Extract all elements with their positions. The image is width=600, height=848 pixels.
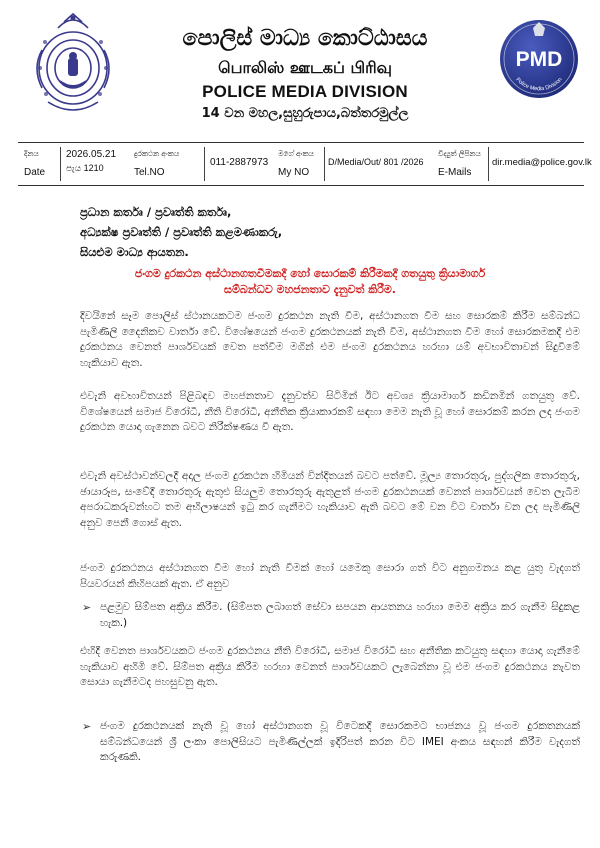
bullet-item-1 (82, 600, 580, 631)
arrow-bullet-icon: ➢ (82, 720, 92, 733)
tel-label-si: දුරකථන අංකය (134, 149, 180, 158)
date-label-si: දිනය (24, 149, 39, 158)
myno-cell (274, 143, 434, 185)
body-paragraph-4: ජංගම දුරකථනය අස්ථානගත වීම හෝ නැති වීමක් හෝ යමෙකු සොරා ගත් විට අනුගමනය කළ යුතු වැදගත් පියවරයන් කිහිපයක් ඇත. ඒ අනුව (80, 562, 580, 590)
tel-value: 011-2887973 (210, 157, 269, 168)
body-paragraph-1: දිවයිනේ සෑම පොලිස් ස්ථානයකටම ජංගම දුරකථන නැති වීම, අස්ථානගත වීම සහ සොරකම් කිරීම සම්බන්ධ පැමිණිලි දෛනිකව වාර්තා වේ. විශේෂයෙන් ජංගම දුරකථනයක් නැති වීම, අස්ථානගත වීම හෝ සොරකමකදී එම දුරකථනය වෙනත් පාර්ශවයක් වෙත පත්වීම මගින් එම ජංගම දුරකථනය හරහා යම් අවභාවිතාවන් සිදුවීමේ හැකියාව ඇත. (80, 310, 580, 369)
title-english: POLICE MEDIA DIVISION (202, 82, 408, 101)
email-value: dir.media@police.gov.lk (492, 157, 592, 168)
body-paragraph-2: එවැනි අවභාවිතයන් පිළිබඳව මහජනතාව දැනුවත්ව සිටිමින් ඊට අවශ්‍ය ක්‍රියාමාර්ග කඩිනමින් ගතයුතු වේ. විශේෂයෙන් සමාජ විරෝධී, නීති විරෝධී, අනීතික ක්‍රියාකාරකම් සඳහා මෙම නැති වූ හෝ සොරකම් කරන ලද ජංගම දුරකථන යොදා ගැනෙන බවට නිරීක්ෂණය වී ඇත. (80, 390, 580, 434)
addressee-line-3: සියළුම මාධ්‍ය ආයතන. (80, 245, 189, 259)
arrow-bullet-icon: ➢ (82, 601, 92, 614)
myno-label-si: මගේ අංකය (278, 149, 314, 158)
date-label-en: Date (24, 167, 46, 178)
addressee-line-1: ප්‍රධාන කර්තෘ / ප්‍රවෘත්ති කර්තෘ, (80, 205, 232, 219)
subject-line-1: ජංගම දුරකථන අස්ථානගතවීමකදී හෝ සොරකම් කිරීමකදී ගතයුතු ක්‍රියාමාර්ග (134, 267, 486, 280)
subject-heading (100, 266, 520, 298)
addressee-block (80, 202, 282, 262)
title-tamil: பொலிஸ் ஊடகப் பிரிவு (218, 58, 392, 77)
date-value: 2026.05.21 (66, 149, 117, 160)
email-label-si: විද්‍යුත් ලිපිනය (438, 149, 481, 158)
time-value: පැය 1210 (66, 163, 104, 173)
date-cell (18, 143, 128, 185)
pmd-logo-text: PMD (515, 48, 563, 71)
subject-line-2: සම්බන්ධව මහජනතාව දැනුවත් කිරීම. (224, 283, 396, 296)
body-paragraph-5: එහිදී වෙනත පාර්ශවයකට ජංගම දුරකථනය නීති විරෝධී, සමාජ විරෝධී සහ අනීතික කටයුතු සඳහා යොදා ගැනීමේ හැකියාව අහිමි වේ. සිම්පත අක්‍රිය කිරීම හරහා වෙනත් පාර්ශවයකට ලැබෙන්නා වූ එම ජංගම දුරකථනය නැවත සොයා ගැනීමටද පහසුවනු ඇත. (80, 645, 580, 689)
email-cell (436, 143, 592, 185)
bullet-text-2: ජංගම දුරකථනයක් නැති වූ හෝ අස්ථානගත වූ විටෙකදී සොරකමට භාජනය වූ ජංගම දුරකතනයක් සම්බන්ධයෙන් ශ්‍රී ලංකා පොලිසියට පැමිණිල්ලක් ඉදිරිපත් කරන විට IMEI අංකය සඳහන් කිරීම වැදගත් කරුණකි. (100, 720, 580, 764)
reference-info-row (18, 142, 592, 186)
bullet-text-1: පළමුව සිම්පත අක්‍රිය කිරීම. (සිම්පත ලබාගත් සේවා සපයන ආයතනය හරහා මෙම අක්‍රිය කර ගැනීම සිදුකළ හැක.) (100, 601, 580, 629)
email-label-en: E-Mails (438, 167, 472, 178)
myno-label-en: My NO (278, 167, 310, 178)
pmd-logo (498, 18, 580, 100)
title-sinhala: පොලිස් මාධ්‍ය කොට්ඨාසය (182, 26, 428, 51)
tel-cell (130, 143, 270, 185)
myno-value: D/Media/Out/ 801 /2026 (328, 157, 424, 167)
addressee-line-2: අධ්‍යක්ෂ ප්‍රවෘත්ති / ප්‍රවෘත්ති කළමණාකරු, (80, 225, 283, 239)
body-paragraph-3: එවැනි අවස්ථාවන්වලදී අදාල ජංගම දුරකථන හිමියන් වින්දිතයන් බවට පත්වේ. මූල්‍ය තොරතුරු, පුද්ගලික තොරතුරු, ඡායාරූප, සංවේදී තොරතුරු ඇතුළු සියලුම තොරතුරු ඇතුළත් ජංගම දුරකථනයක් වෙනත් පාර්ශවයන් වෙත ලැබීම අපරාධකරුවන්හට තම අභිලාෂයන් ඉටු කර ගැනීමට හැකියාව ඇති බවට මේ වන විට වාර්තා වන ලද පැමිණිලි අනුව පෙනී ගොස් ඇත. (80, 470, 580, 529)
police-crest-icon (28, 10, 118, 120)
bullet-item-2 (82, 719, 580, 766)
tel-label-en: Tel.NO (134, 167, 165, 178)
pmd-ring-text: Police Media Division (514, 76, 564, 93)
office-address: 14 වන මහල,සුහුරුපාය,බත්තරමුල්ල (201, 106, 409, 121)
